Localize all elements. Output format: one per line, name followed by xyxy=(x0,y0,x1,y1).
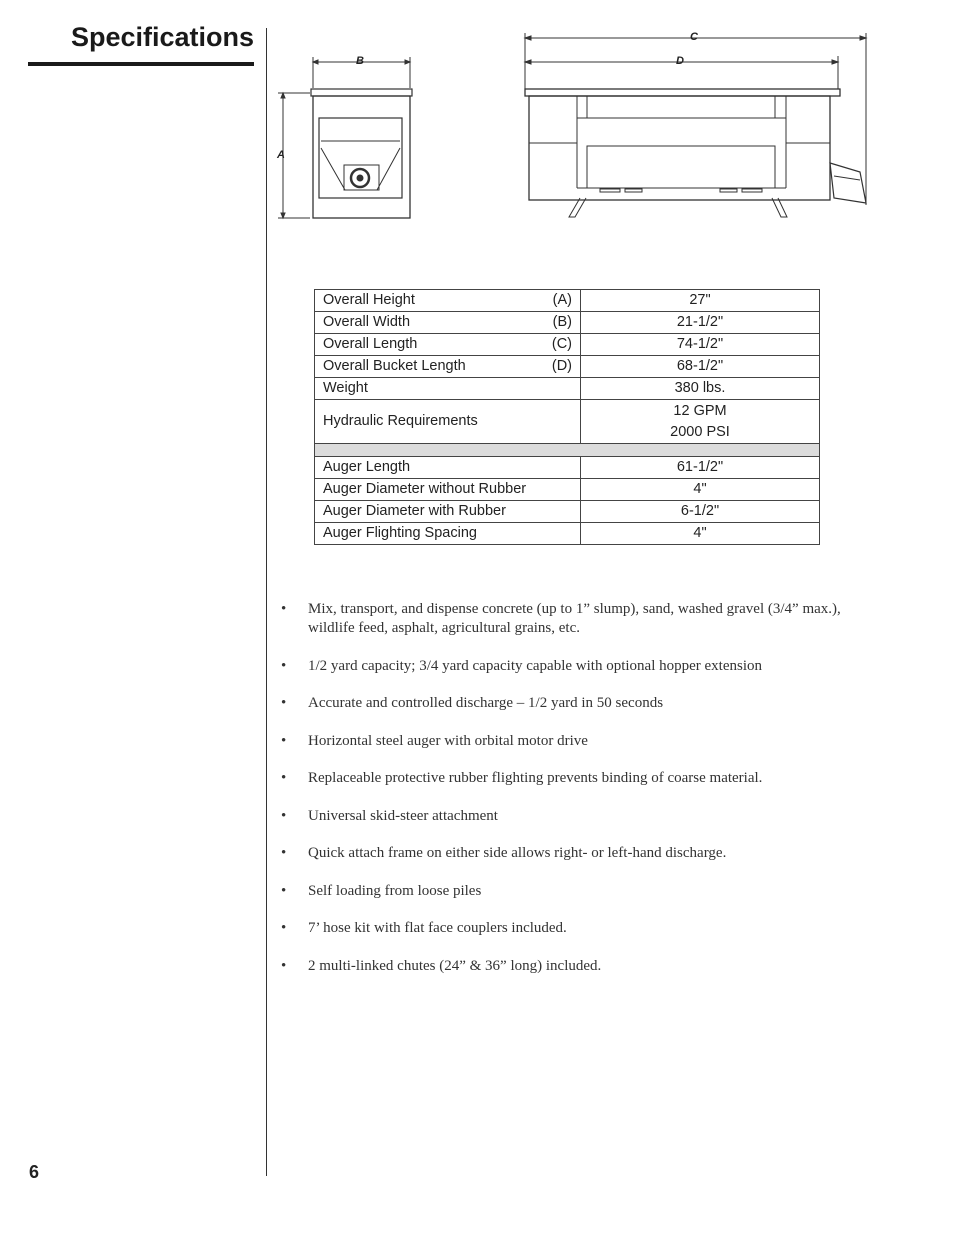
spec-value: 68-1/2" xyxy=(581,356,820,378)
spec-label: Auger Flighting Spacing xyxy=(315,523,581,545)
table-row xyxy=(315,457,820,479)
table-row xyxy=(315,356,820,378)
spec-label: Weight xyxy=(323,380,368,396)
bullet-icon: • xyxy=(281,770,287,786)
table-row xyxy=(315,312,820,334)
dimension-label-c: C xyxy=(690,31,698,43)
feature-text: Mix, transport, and dispense concrete (up to 1” slump), sand, washed gravel (3/4” max.), wildlife feed, asphalt, agricultural grains, etc. xyxy=(308,601,841,636)
spec-value: 6-1/2" xyxy=(581,501,820,523)
spec-label: Auger Length xyxy=(315,457,581,479)
specifications-table xyxy=(314,289,820,545)
spec-label: Hydraulic Requirements xyxy=(315,400,581,444)
dimension-label-a: A xyxy=(277,149,285,161)
spec-code: (C) xyxy=(551,336,572,352)
feature-text: Accurate and controlled discharge – 1/2 yard in 50 seconds xyxy=(308,695,664,711)
list-item xyxy=(281,657,881,676)
spec-label: Overall Height xyxy=(323,292,415,308)
spec-value: 74-1/2" xyxy=(581,334,820,356)
list-item xyxy=(281,807,881,826)
list-item xyxy=(281,600,881,638)
bullet-icon: • xyxy=(281,695,287,711)
table-row xyxy=(315,400,820,444)
feature-text: Replaceable protective rubber flighting prevents binding of coarse material. xyxy=(308,770,763,786)
spec-code: (A) xyxy=(552,292,572,308)
dimension-label-b: B xyxy=(356,55,364,67)
list-item xyxy=(281,769,881,788)
bullet-icon: • xyxy=(281,601,287,617)
feature-text: Universal skid-steer attachment xyxy=(308,807,498,824)
spec-code: (D) xyxy=(551,358,572,374)
bullet-icon: • xyxy=(281,807,287,824)
table-row xyxy=(315,290,820,312)
table-row xyxy=(315,523,820,545)
spec-label-cell xyxy=(315,378,581,400)
list-item xyxy=(281,694,881,713)
dimension-label-d: D xyxy=(676,55,684,67)
spec-code: (B) xyxy=(552,314,572,330)
side-view-diagram xyxy=(278,57,412,218)
spec-label-cell xyxy=(315,356,581,378)
bullet-icon: • xyxy=(281,845,287,861)
page-number: 6 xyxy=(29,1162,40,1182)
list-item xyxy=(281,732,881,751)
column-divider xyxy=(266,28,267,1176)
bullet-icon: • xyxy=(281,920,287,936)
table-row xyxy=(315,501,820,523)
spec-value: 27" xyxy=(581,290,820,312)
bullet-icon: • xyxy=(281,657,287,674)
spec-label-cell xyxy=(315,290,581,312)
feature-text: Horizontal steel auger with orbital motor drive xyxy=(308,732,588,749)
list-item xyxy=(281,919,881,938)
list-item xyxy=(281,882,881,901)
spec-value: 380 lbs. xyxy=(581,378,820,400)
title-underline xyxy=(28,62,254,66)
hydraulic-flow: 12 GPM xyxy=(673,402,727,419)
table-row xyxy=(315,334,820,356)
hydraulic-pressure: 2000 PSI xyxy=(670,423,730,440)
feature-list xyxy=(281,600,881,994)
table-separator-row xyxy=(315,444,820,457)
spec-label-cell xyxy=(315,312,581,334)
list-item xyxy=(281,844,881,863)
bullet-icon: • xyxy=(281,882,287,899)
spec-value xyxy=(581,400,820,444)
spec-value: 4" xyxy=(581,479,820,501)
page-title: Specifications xyxy=(71,22,255,52)
feature-text: Self loading from loose piles xyxy=(308,882,482,899)
bullet-icon: • xyxy=(281,957,287,974)
table-row xyxy=(315,378,820,400)
list-item xyxy=(281,957,881,976)
spec-value: 21-1/2" xyxy=(581,312,820,334)
spec-value: 61-1/2" xyxy=(581,457,820,479)
feature-text: 2 multi-linked chutes (24” & 36” long) included. xyxy=(308,957,602,974)
spec-value: 4" xyxy=(581,523,820,545)
feature-text: Quick attach frame on either side allows right- or left-hand discharge. xyxy=(308,845,727,861)
spec-label: Overall Width xyxy=(323,314,411,330)
spec-label: Auger Diameter without Rubber xyxy=(315,479,581,501)
bullet-icon: • xyxy=(281,732,287,749)
spec-label: Overall Bucket Length xyxy=(323,358,466,374)
spec-label-cell xyxy=(315,334,581,356)
spec-label: Overall Length xyxy=(323,336,418,352)
feature-text: 1/2 yard capacity; 3/4 yard capacity capable with optional hopper extension xyxy=(308,657,763,674)
feature-text: 7’ hose kit with flat face couplers included. xyxy=(308,920,567,936)
top-view-diagram xyxy=(525,33,866,217)
spec-label: Auger Diameter with Rubber xyxy=(315,501,581,523)
table-row xyxy=(315,479,820,501)
